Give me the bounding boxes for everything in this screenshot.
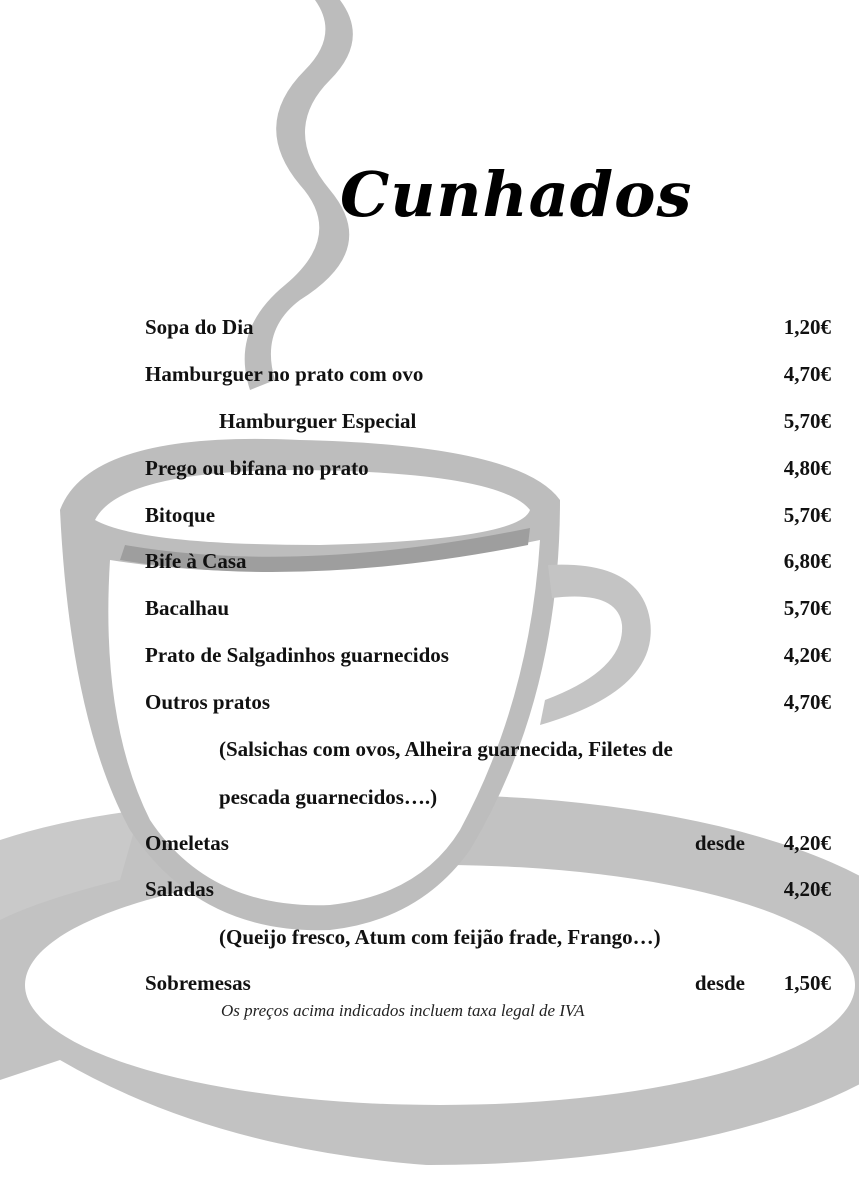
vat-note: Os preços acima indicados incluem taxa legal de IVA (221, 1001, 585, 1020)
item-name: Sobremesas (145, 971, 251, 995)
outros-description-line1: (Salsichas com ovos, Alheira guarnecida, Filetes de (219, 737, 673, 761)
menu-item-omeletas (145, 828, 831, 858)
price-prefix: desde (694, 831, 745, 855)
menu-item-sobremesas (145, 968, 831, 998)
menu-item-sopa (145, 312, 831, 342)
item-name: Bife à Casa (145, 549, 247, 573)
menu-item-bitoque (145, 500, 831, 530)
menu-item-salgadinhos (145, 640, 831, 670)
item-name: Prato de Salgadinhos guarnecidos (145, 643, 449, 667)
item-name: Omeletas (145, 831, 229, 855)
saladas-description: (Queijo fresco, Atum com feijão frade, Frango…) (219, 925, 661, 949)
item-name: Saladas (145, 877, 214, 901)
item-name: Hamburguer Especial (219, 409, 417, 433)
menu-item-hamburguer-especial (145, 406, 831, 436)
restaurant-title: Cunhados (340, 158, 693, 231)
menu-item-bacalhau (145, 593, 831, 623)
item-name: Sopa do Dia (145, 315, 254, 339)
item-price: 5,70€ (783, 409, 831, 433)
item-price: 4,80€ (783, 456, 831, 480)
item-price: 4,70€ (783, 362, 831, 386)
item-price: 1,50€ (783, 971, 831, 995)
outros-description-line2: pescada guarnecidos….) (219, 785, 438, 809)
item-name: Bitoque (145, 503, 216, 527)
menu-item-hamburguer (145, 359, 831, 389)
item-name: Bacalhau (145, 596, 230, 620)
item-name: Hamburguer no prato com ovo (145, 362, 424, 386)
menu-item-saladas (145, 874, 831, 904)
item-price: 1,20€ (783, 315, 831, 339)
menu-item-bife (145, 546, 831, 576)
item-price: 4,20€ (783, 831, 831, 855)
item-price: 4,20€ (783, 643, 831, 667)
item-price: 4,20€ (783, 877, 831, 901)
item-price: 5,70€ (783, 596, 831, 620)
item-price: 5,70€ (783, 503, 831, 527)
price-prefix: desde (694, 971, 745, 995)
menu-item-prego (145, 453, 831, 483)
item-name: Prego ou bifana no prato (145, 456, 369, 480)
item-price: 6,80€ (783, 549, 831, 573)
item-price: 4,70€ (783, 690, 831, 714)
item-name: Outros pratos (145, 690, 271, 714)
menu-item-outros-pratos (145, 687, 831, 717)
